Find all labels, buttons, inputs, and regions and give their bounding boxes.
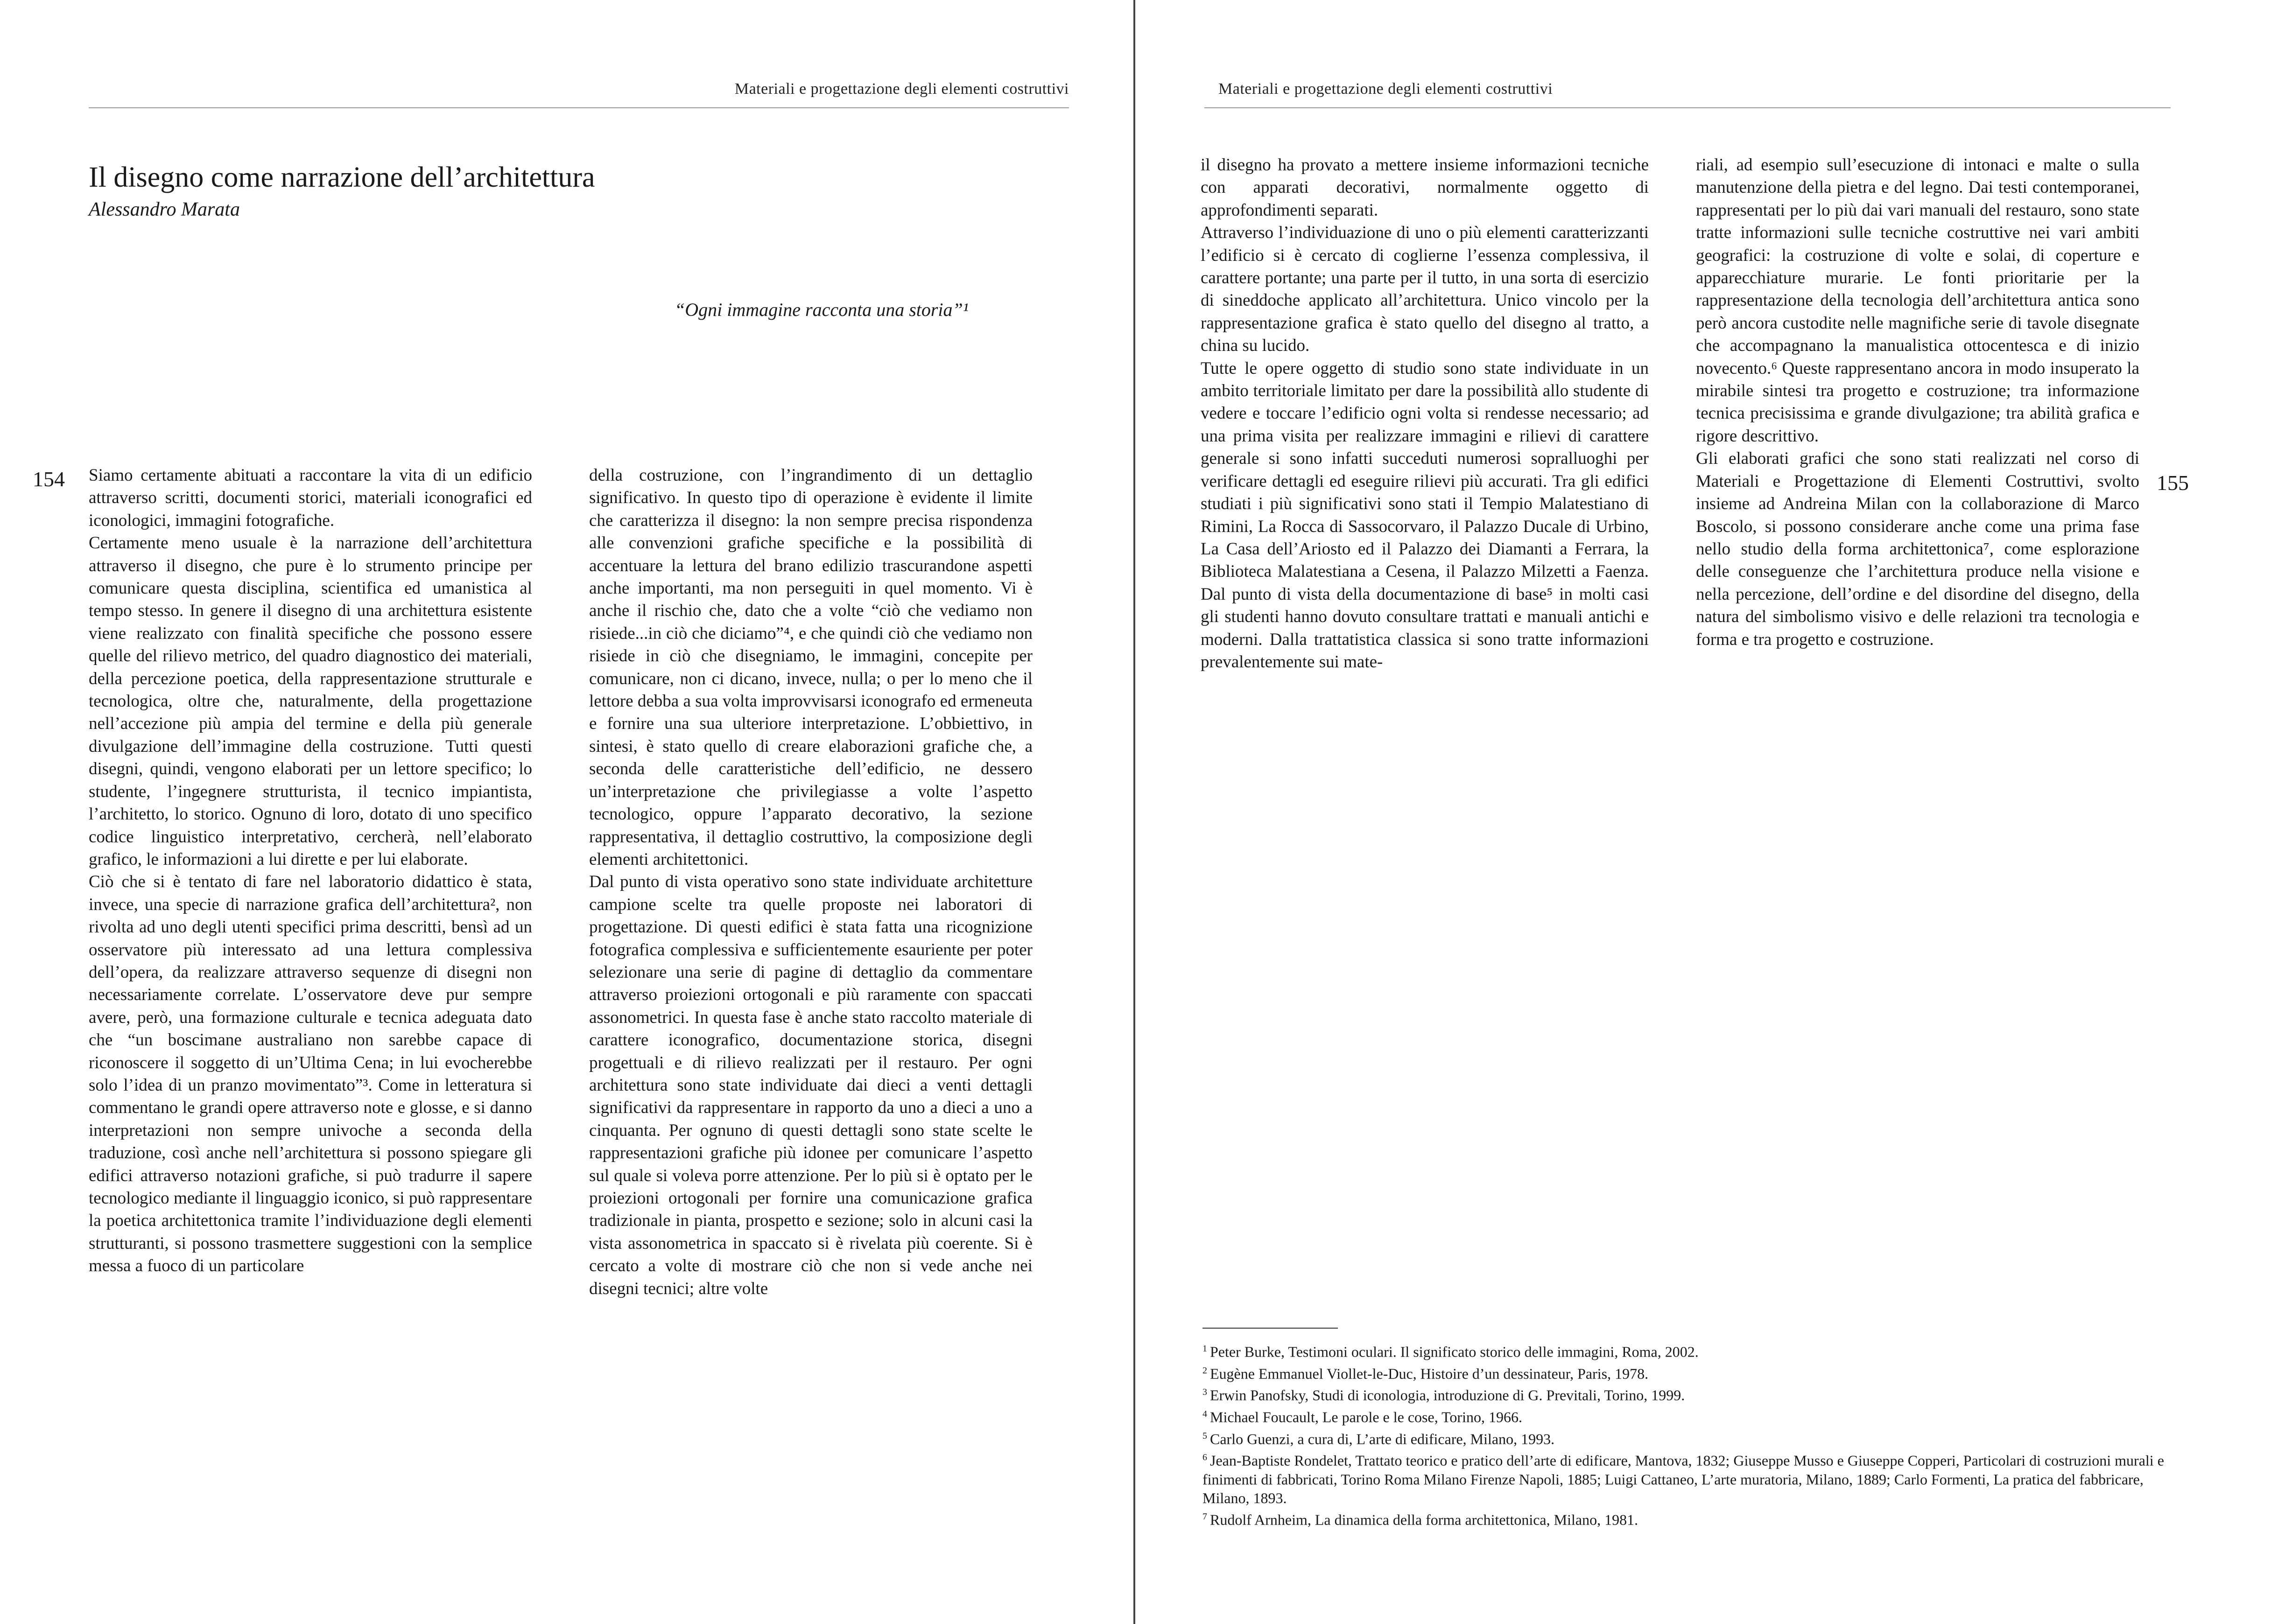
footnotes [1202, 1339, 2183, 1529]
text-column-1 [89, 464, 532, 1510]
footnote: $^1$ Peter Burke, Testimoni oculari. Il significato storico delle immagini, Roma, 2002. [1202, 1343, 1699, 1360]
page-number: 155 [2157, 471, 2189, 495]
paragraph: il disegno ha provato a mettere insieme informazioni tecniche con apparati decorativi, normalmente oggetto di approfondimenti separati. [1201, 155, 1649, 220]
right-page [1134, 0, 2278, 1624]
text-column-2 [1696, 154, 2139, 789]
footnote: $^2$ Eugène Emmanuel Viollet-le-Duc, Histoire d’un dessinateur, Paris, 1978. [1202, 1365, 1649, 1382]
paragraph: Certamente meno usuale è la narrazione dell’architettura attraverso il disegno, che pure è lo strumento principe per comunicare questa disciplina, scientifica ed umanistica al tempo stesso. In genere il disegno di una architettura esistente viene realizzato con finalità specifiche che possono essere quelle del rilievo metrico, del quadro diagnostico dei materiali, della percezione poetica, della rappresentazione strutturale e tecnologica, oltre che, naturalmente, della progettazione nell’accezione più ampia del termine e della più generale divulgazione dell’immagine della costruzione. Tutti questi disegni, quindi, vengono elaborati per un lettore specifico; lo studente, l’ingegnere strutturista, il tecnico impiantista, l’architetto, lo storico. Ognuno di loro, dotato di uno specifico codice linguistico interpretativo, cercherà, nell’elaborato grafico, le informazioni a lui dirette e per lui elaborate. [89, 533, 532, 869]
header-rule [89, 107, 1069, 108]
footnote: $^3$ Erwin Panofsky, Studi di iconologia, introduzione di G. Previtali, Torino, 1999. [1202, 1386, 1685, 1404]
paragraph: Attraverso l’individuazione di uno o più elementi caratterizzanti l’edificio si è cercato di coglierne l’essenza complessiva, il carattere portante; una parte per il tutto, in una sorta di esercizio di sineddoche applicato all’architettura. Unico vincolo per la rappresentazione grafica è stato quello del disegno al tratto, a china su lucido. [1201, 223, 1649, 356]
running-head: Materiali e progettazione degli elementi costruttivi [734, 80, 1069, 98]
paragraph: riali, ad esempio sull’esecuzione di intonaci e malte o sulla manutenzione della pietra e del legno. Dai testi contemporanei, rappresentati per lo più dai vari manuali del restauro, sono state tratte informazioni sulle tecniche costruttive nei vari ambiti geografici: la costruzione di volte e solai, di coperture e apparecchiature murarie. Le fonti prioritarie per la rappresentazione della tecnologia dell’architettura antica sono però ancora custodite nelle magnifiche serie di tavole disegnate che accompagnano la manualistica ottocentesca e di inizio novecento.⁶ Queste rappresentano ancora in modo insuperato la mirabile sintesi tra progetto e costruzione; tra informazione tecnica precisissima e grande divulgazione; tra abilità grafica e rigore descrittivo. [1696, 155, 2139, 446]
footnote: $^5$ Carlo Guenzi, a cura di, L’arte di edificare, Milano, 1993. [1202, 1430, 1555, 1448]
page-number: 154 [33, 467, 65, 491]
footnote: $^4$ Michael Foucault, Le parole e le cose, Torino, 1966. [1202, 1408, 1522, 1426]
paragraph: Gli elaborati grafici che sono stati realizzati nel corso di Materiali e Progettazione di Elementi Costruttivi, svolto insieme ad Andreina Milan con la collaborazione di Marco Boscolo, si possono considerare anche come una prima fase nello studio della forma architettonica⁷, come esplorazione delle conseguenze che l’architettura produce nella visione e nella percezione, dell’ordine e del disordine del disegno, della natura del simbolismo visivo e delle relazioni tra tecnologia e forma e tra progetto e costruzione. [1696, 449, 2139, 649]
footnote-rule [1202, 1328, 1338, 1329]
text-column-2 [589, 464, 1033, 1510]
article-author: Alessandro Marata [89, 199, 240, 220]
paragraph: Dal punto di vista operativo sono state individuate architetture campione scelte tra quelle proposte nei laboratori di progettazione. Di questi edifici è stata fatta una ricognizione fotografica complessiva e sufficientemente esauriente per poter selezionare una serie di pagine di dettaglio da commentare attraverso proiezioni ortogonali e più raramente con spaccati assonometrici. In questa fase è anche stato raccolto materiale di carattere iconografico, documentazione storica, disegni progettuali e di rilievo realizzati per il restauro. Per ogni architettura sono state individuate dai dieci a venti dettagli significativi da rappresentare in rapporto da uno a dieci a uno a cinquanta. Per ognuno di questi dettagli sono state scelte le rappresentazioni grafiche più idonee per comunicare l’aspetto sul quale si voleva porre attenzione. Per lo più si è optato per le proiezioni ortogonali per fornire una comunicazione grafica tradizionale in pianta, prospetto e sezione; solo in alcuni casi la vista assonometrica in spaccato si è rivelata più coerente. Si è cercato a volte di mostrare ciò che non si vede anche nei disegni tecnici; altre volte [589, 872, 1033, 1298]
footnote: $^6$ Jean-Baptiste Rondelet, Trattato teorico e pratico dell’arte di edificare, Mantova, 1832; Giuseppe Musso e Giuseppe Copperi, Particolari di costruzioni murali e finimenti di fabbricati, Torino Roma Milano Firenze Napoli, 1885; Luigi Cattaneo, L’arte muratoria, Milano, 1889; Carlo Formenti, La pratica del fabbricare, Milano, 1893. [1202, 1452, 2164, 1506]
epigraph: “Ogni immagine racconta una storia”¹ [675, 299, 969, 320]
paragraph: della costruzione, con l’ingrandimento di un dettaglio significativo. In questo tipo di operazione è evidente il limite che caratterizza il disegno: la non sempre precisa rispondenza alle convenzioni grafiche specifiche e la possibilità di accentuare la lettura del brano edilizio trascurandone aspetti anche importanti, ma non perseguiti in quel momento. Vi è anche il rischio che, dato che a volte “ciò che vediamo non risiede...in ciò che diciamo”⁴, e che quindi ciò che vediamo non risiede in ciò che disegniamo, le immagini, concepite per comunicare, non ci dicano, invece, nulla; o per lo meno che il lettore debba a sua volta improvvisarsi iconografo ed ermeneuta e fornire una sua ulteriore interpretazione. L’obbiettivo, in sintesi, è stato quello di creare elaborazioni grafiche che, a seconda delle caratteristiche dell’edificio, ne dessero un’interpretazione che privilegiasse a volte l’aspetto tecnologico, oppure l’apparato decorativo, la sezione rappresentativa, il dettaglio costruttivo, la composizione degli elementi architettonici. [589, 466, 1033, 869]
footnote: $^7$ Rudolf Arnheim, La dinamica della forma architettonica, Milano, 1981. [1202, 1511, 1638, 1528]
paragraph: Tutte le opere oggetto di studio sono state individuate in un ambito territoriale limitato per dare la possibilità allo studente di vedere e toccare l’edificio ogni volta si rendesse necessario; ad una prima visita per realizzare immagini e rilievi di carattere generale si sono infatti succeduti numerosi sopralluoghi per verificare dettagli ed eseguire rilievi più accurati. Tra gli edifici studiati i più significativi sono stati il Tempio Malatestiano di Rimini, La Rocca di Sassocorvaro, il Palazzo Ducale di Urbino, La Casa dell’Ariosto ed il Palazzo dei Diamanti a Ferrara, la Biblioteca Malatestiana a Cesena, il Palazzo Milzetti a Faenza. Dal punto di vista della documentazione di base⁵ in molti casi gli studenti hanno dovuto consultare trattati e manuali antichi e moderni. Dalla trattatistica classica si sono tratte informazioni prevalentemente sui mate- [1201, 358, 1649, 672]
paragraph: Ciò che si è tentato di fare nel laboratorio didattico è stata, invece, una specie di narrazione grafica dell’architettura², non rivolta ad uno degli utenti specifici prima descritti, bensì ad un osservatore più interessato ad una lettura complessiva dell’opera, da realizzare attraverso sequenze di disegni non necessariamente correlate. L’osservatore deve pur sempre avere, però, una formazione culturale e tecnica adeguata dato che “un boscimane australiano non sarebbe capace di riconoscere il soggetto di un’Ultima Cena; in lui evocherebbe solo l’idea di un pranzo movimentato”³. Come in letteratura si commentano le grandi opere attraverso note e glosse, e si danno interpretazioni non sempre univoche a seconda della traduzione, così anche nell’architettura si possono spiegare gli edifici attraverso notazioni grafiche, si può tradurre il sapere tecnologico mediante il linguaggio iconico, si può rappresentare la poetica architettonica tramite l’individuazione degli elementi strutturanti, si possono trasmettere suggestioni con la semplice messa a fuoco di un particolare [89, 872, 532, 1276]
text-column-1 [1201, 154, 1649, 789]
paragraph: Siamo certamente abituati a raccontare la vita di un edificio attraverso scritti, documenti storici, materiali iconografici ed iconologici, immagini fotografiche. [89, 466, 532, 530]
article-title: Il disegno come narrazione dell’architettura [89, 161, 595, 193]
header-rule [1204, 107, 2171, 108]
running-head: Materiali e progettazione degli elementi costruttivi [1218, 80, 1553, 98]
left-page [0, 0, 1134, 1624]
